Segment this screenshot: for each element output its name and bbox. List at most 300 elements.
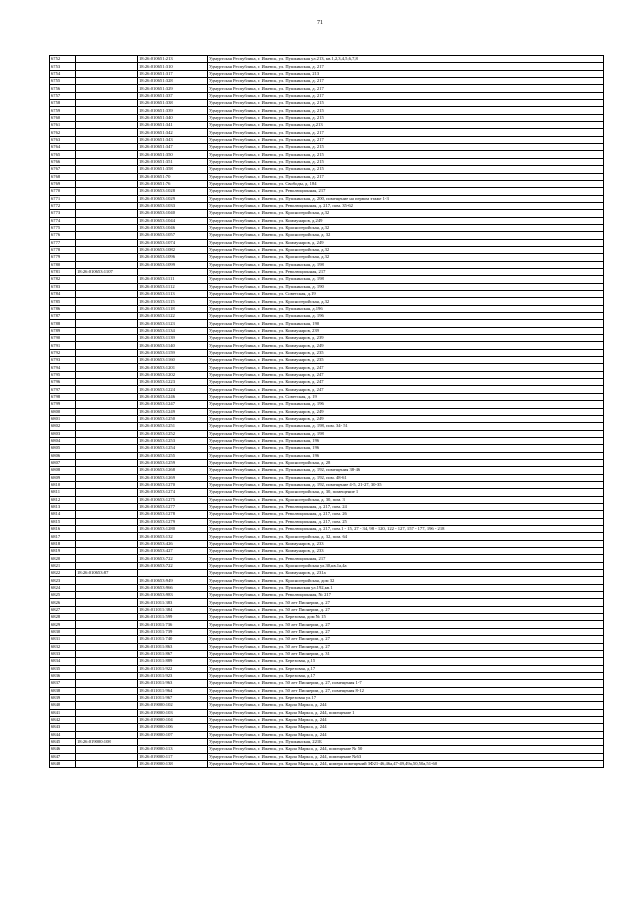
row-number-cell: 6768	[50, 173, 76, 180]
building-cadastral-number-cell: 18:26:010653:1099	[138, 261, 208, 268]
address-cell: Удмуртская Республика, г. Ижевск, ул. Березовая ул.17	[208, 694, 604, 701]
building-cadastral-number-cell: 18:26:010653:426	[138, 540, 208, 547]
row-number-cell: 6831	[50, 636, 76, 643]
land-cadastral-number-cell	[76, 100, 138, 107]
table-row	[50, 731, 604, 738]
building-cadastral-number-cell: 18:26:019000:103	[138, 709, 208, 716]
building-cadastral-number-cell: 18:26:010653:1201	[138, 364, 208, 371]
address-cell: Удмуртская Республика, г. Ижевск, ул. Карла Маркса, д. 244, помещение №63	[208, 753, 604, 760]
table-row	[50, 423, 604, 430]
building-cadastral-number-cell: 18:26:011011:863	[138, 643, 208, 650]
building-cadastral-number-cell: 18:26:010653:1044	[138, 217, 208, 224]
land-cadastral-number-cell	[76, 481, 138, 488]
building-cadastral-number-cell: 18:26:011011:964	[138, 687, 208, 694]
address-cell: Удмуртская Республика, г. Ижевск, ул. Пушкинская, д. 200, помещение на первом этаже 1-3	[208, 195, 604, 202]
table-row	[50, 606, 604, 613]
row-number-cell: 6819	[50, 548, 76, 555]
address-cell: Удмуртская Республика, г. Ижевск, ул. Революционная, д. 217, пом. 25	[208, 518, 604, 525]
table-row	[50, 327, 604, 334]
table-row	[50, 687, 604, 694]
address-cell: Удмуртская Республика, г. Ижевск, ул. Коммунаров, д. 239	[208, 335, 604, 342]
address-cell: Удмуртская Республика, г. Ижевск, ул. Пушкинская, д. 215	[208, 100, 604, 107]
land-cadastral-number-cell	[76, 180, 138, 187]
table-row	[50, 658, 604, 665]
row-number-cell: 6781	[50, 268, 76, 275]
address-cell: Удмуртская Республика, г. Ижевск, ул. Коммунаров, д. 249	[208, 415, 604, 422]
land-cadastral-number-cell	[76, 357, 138, 364]
land-cadastral-number-cell	[76, 452, 138, 459]
building-cadastral-number-cell: 18:26:010653:1246	[138, 393, 208, 400]
table-row	[50, 540, 604, 547]
land-cadastral-number-cell	[76, 680, 138, 687]
row-number-cell: 6795	[50, 371, 76, 378]
row-number-cell: 6778	[50, 246, 76, 253]
row-number-cell: 6805	[50, 445, 76, 452]
table-row	[50, 320, 604, 327]
row-number-cell: 6818	[50, 540, 76, 547]
building-cadastral-number-cell: 18:26:011011:867	[138, 650, 208, 657]
land-cadastral-number-cell	[76, 709, 138, 716]
row-number-cell: 6809	[50, 474, 76, 481]
row-number-cell: 6834	[50, 658, 76, 665]
address-cell: Удмуртская Республика, г. Ижевск, ул. Коммунаров, д.249	[208, 217, 604, 224]
row-number-cell: 6848	[50, 761, 76, 768]
land-cadastral-number-cell	[76, 70, 138, 77]
land-cadastral-number-cell	[76, 85, 138, 92]
register-table-body	[50, 56, 604, 768]
building-cadastral-number-cell	[138, 268, 208, 275]
address-cell: Удмуртская Республика, г. Ижевск, ул. Революционная, д. 217, пом. 24	[208, 503, 604, 510]
land-cadastral-number-cell	[76, 386, 138, 393]
row-number-cell: 6794	[50, 364, 76, 371]
land-cadastral-number-cell: 18:26:019000:108	[76, 738, 138, 745]
row-number-cell: 6840	[50, 702, 76, 709]
land-cadastral-number-cell	[76, 56, 138, 63]
land-cadastral-number-cell	[76, 415, 138, 422]
address-cell: Удмуртская Республика, г. Ижевск, ул. Коммунаров, д. 235	[208, 349, 604, 356]
building-cadastral-number-cell: 18:26:010651:347	[138, 144, 208, 151]
address-cell: Удмуртская Республика, г. Ижевск, ул. Красногеройская, д. 32	[208, 232, 604, 239]
address-cell: Удмуртская Республика, г. Ижевск, ул. Коммунаров, д. 247	[208, 386, 604, 393]
table-row	[50, 511, 604, 518]
table-row	[50, 724, 604, 731]
row-number-cell: 6796	[50, 379, 76, 386]
row-number-cell: 6759	[50, 107, 76, 114]
address-cell: Удмуртская Республика, г. Ижевск, ул. 50 лет Пионерии, д. 27, помещения 8-12	[208, 687, 604, 694]
table-row	[50, 342, 604, 349]
table-row	[50, 100, 604, 107]
address-cell: Удмуртская Республика, г. Ижевск, ул. Пушкинская, д. 217	[208, 136, 604, 143]
address-cell: Удмуртская Республика, г. Ижевск, ул. Красногеройская ул.30,кв.1а,4а	[208, 562, 604, 569]
building-cadastral-number-cell: 18:26:011011:384	[138, 606, 208, 613]
address-cell: Удмуртская Республика, г. Ижевск, ул. Пушкинская, д. 217	[208, 63, 604, 70]
building-cadastral-number-cell: 18:26:010653:1046	[138, 224, 208, 231]
address-cell: Удмуртская Республика, г. Ижевск, ул. Пушкинская, д. 215	[208, 151, 604, 158]
row-number-cell: 6837	[50, 680, 76, 687]
table-row	[50, 408, 604, 415]
address-cell: Удмуртская Республика, г. Ижевск, ул. Коммунаров, д. 231а	[208, 570, 604, 577]
address-cell: Удмуртская Республика, г. Ижевск, ул. Красногеройская, д.32	[208, 246, 604, 253]
table-row	[50, 254, 604, 261]
table-row	[50, 672, 604, 679]
land-cadastral-number-cell	[76, 313, 138, 320]
building-cadastral-number-cell: 18:26:010653:1259	[138, 459, 208, 466]
land-cadastral-number-cell	[76, 122, 138, 129]
building-cadastral-number-cell: 18:26:010651:350	[138, 151, 208, 158]
address-cell: Удмуртская Республика, г. Ижевск, ул. Пушкинская, 196	[208, 437, 604, 444]
land-cadastral-number-cell	[76, 526, 138, 533]
building-cadastral-number-cell: 18:26:010651:343	[138, 136, 208, 143]
row-number-cell: 6843	[50, 724, 76, 731]
row-number-cell: 6769	[50, 180, 76, 187]
row-number-cell: 6784	[50, 291, 76, 298]
building-cadastral-number-cell: 18:26:011011:383	[138, 599, 208, 606]
building-cadastral-number-cell: 18:26:010653:1279	[138, 518, 208, 525]
building-cadastral-number-cell: 18:26:010653:1269	[138, 474, 208, 481]
address-cell: Удмуртская Республика, г. Ижевск, ул. Коммунаров, д. 247	[208, 371, 604, 378]
table-row	[50, 452, 604, 459]
building-cadastral-number-cell: 18:26:010653:1082	[138, 246, 208, 253]
address-cell: Удмуртская Республика, г. Ижевск, ул. Свободы, д. 184	[208, 180, 604, 187]
building-cadastral-number-cell: 18:26:010653:1250	[138, 415, 208, 422]
table-row	[50, 430, 604, 437]
building-cadastral-number-cell: 18:26:010651:213	[138, 56, 208, 63]
land-cadastral-number-cell	[76, 217, 138, 224]
row-number-cell: 6806	[50, 452, 76, 459]
building-cadastral-number-cell: 18:26:010653:1251	[138, 423, 208, 430]
address-cell: Удмуртская Республика, г. Ижевск, ул. Карла Маркса, д. 244	[208, 731, 604, 738]
land-cadastral-number-cell	[76, 298, 138, 305]
table-row	[50, 217, 604, 224]
table-row	[50, 173, 604, 180]
row-number-cell: 6807	[50, 459, 76, 466]
land-cadastral-number-cell	[76, 158, 138, 165]
land-cadastral-number-cell	[76, 474, 138, 481]
row-number-cell: 6825	[50, 592, 76, 599]
row-number-cell: 6810	[50, 481, 76, 488]
land-cadastral-number-cell	[76, 423, 138, 430]
land-cadastral-number-cell	[76, 401, 138, 408]
building-cadastral-number-cell: 18:26:010653:1040	[138, 210, 208, 217]
table-row	[50, 592, 604, 599]
land-cadastral-number-cell	[76, 753, 138, 760]
table-row	[50, 291, 604, 298]
land-cadastral-number-cell	[76, 761, 138, 768]
row-number-cell: 6756	[50, 85, 76, 92]
land-cadastral-number-cell	[76, 283, 138, 290]
row-number-cell: 6838	[50, 687, 76, 694]
land-cadastral-number-cell	[76, 327, 138, 334]
table-row	[50, 503, 604, 510]
address-cell: Удмуртская Республика, г. Ижевск, ул. Карла Маркса, д. 244	[208, 702, 604, 709]
land-cadastral-number-cell	[76, 658, 138, 665]
building-cadastral-number-cell: 18:26:010653:1278	[138, 511, 208, 518]
land-cadastral-number-cell	[76, 518, 138, 525]
address-cell: Удмуртская Республика, г. Ижевск, ул. Революционная, № 217	[208, 592, 604, 599]
row-number-cell: 6797	[50, 386, 76, 393]
land-cadastral-number-cell	[76, 702, 138, 709]
row-number-cell: 6798	[50, 393, 76, 400]
table-row	[50, 239, 604, 246]
register-table	[49, 55, 604, 768]
building-cadastral-number-cell: 18:26:010653:1274	[138, 489, 208, 496]
address-cell: Удмуртская Республика, г. Ижевск, ул. Советская, д.19	[208, 291, 604, 298]
table-row	[50, 195, 604, 202]
address-cell: Удмуртская Республика, г. Ижевск, ул. Пушкинская, д.213	[208, 122, 604, 129]
land-cadastral-number-cell	[76, 511, 138, 518]
building-cadastral-number-cell: 18:26:010653:1270	[138, 481, 208, 488]
table-row	[50, 349, 604, 356]
address-cell: Удмуртская Республика, г. Ижевск, ул. Пушкинская, д. 217	[208, 129, 604, 136]
address-cell: Удмуртская Республика, г. Ижевск, ул. Революционная, 217	[208, 268, 604, 275]
building-cadastral-number-cell: 18:26:010653:1277	[138, 503, 208, 510]
row-number-cell: 6765	[50, 151, 76, 158]
building-cadastral-number-cell: 18:26:010651:70	[138, 173, 208, 180]
table-row	[50, 144, 604, 151]
land-cadastral-number-cell	[76, 687, 138, 694]
table-row	[50, 738, 604, 745]
table-row	[50, 533, 604, 540]
table-row	[50, 665, 604, 672]
land-cadastral-number-cell	[76, 555, 138, 562]
table-row	[50, 614, 604, 621]
row-number-cell: 6841	[50, 709, 76, 716]
land-cadastral-number-cell	[76, 210, 138, 217]
address-cell: Удмуртская Республика, г. Ижевск, ул. Советская, д. 19	[208, 393, 604, 400]
building-cadastral-number-cell: 18:26:010653:1159	[138, 349, 208, 356]
row-number-cell: 6779	[50, 254, 76, 261]
row-number-cell: 6842	[50, 716, 76, 723]
row-number-cell: 6835	[50, 665, 76, 672]
row-number-cell: 6827	[50, 606, 76, 613]
building-cadastral-number-cell: 18:26:011011:923	[138, 672, 208, 679]
table-row	[50, 584, 604, 591]
address-cell: Удмуртская Республика, г. Ижевск, ул. Коммунаров, д. 249	[208, 408, 604, 415]
land-cadastral-number-cell	[76, 114, 138, 121]
land-cadastral-number-cell	[76, 621, 138, 628]
row-number-cell: 6773	[50, 210, 76, 217]
table-row	[50, 268, 604, 275]
row-number-cell: 6780	[50, 261, 76, 268]
address-cell: Удмуртская Республика, г. Ижевск, ул. Пушкинская, д. 196	[208, 401, 604, 408]
land-cadastral-number-cell	[76, 724, 138, 731]
row-number-cell: 6844	[50, 731, 76, 738]
land-cadastral-number-cell	[76, 393, 138, 400]
building-cadastral-number-cell: 18:26:010653:1096	[138, 254, 208, 261]
building-cadastral-number-cell: 18:26:019000:106	[138, 724, 208, 731]
building-cadastral-number-cell: 18:26:010653:1029	[138, 195, 208, 202]
building-cadastral-number-cell: 18:26:010653:1118	[138, 305, 208, 312]
table-row	[50, 570, 604, 577]
land-cadastral-number-cell: 18:26:010653:1107	[76, 268, 138, 275]
building-cadastral-number-cell: 18:26:010653:1112	[138, 283, 208, 290]
building-cadastral-number-cell: 18:26:011011:736	[138, 621, 208, 628]
table-row	[50, 364, 604, 371]
table-row	[50, 313, 604, 320]
building-cadastral-number-cell: 18:26:010653:1249	[138, 408, 208, 415]
row-number-cell: 6803	[50, 430, 76, 437]
land-cadastral-number-cell	[76, 364, 138, 371]
building-cadastral-number-cell	[138, 738, 208, 745]
row-number-cell: 6811	[50, 489, 76, 496]
building-cadastral-number-cell: 18:26:010653:1202	[138, 371, 208, 378]
row-number-cell: 6832	[50, 643, 76, 650]
row-number-cell: 6815	[50, 518, 76, 525]
table-row	[50, 496, 604, 503]
row-number-cell: 6804	[50, 437, 76, 444]
address-cell: Удмуртская Республика, г. Ижевск, ул. Пушкинская, 190	[208, 320, 604, 327]
table-row	[50, 151, 604, 158]
building-cadastral-number-cell: 18:26:010651:342	[138, 129, 208, 136]
building-cadastral-number-cell: 18:26:010653:1111	[138, 276, 208, 283]
address-cell: Удмуртская Республика, г. Ижевск, ул. Революционная, д. 217, пом. 35-62	[208, 202, 604, 209]
land-cadastral-number-cell	[76, 195, 138, 202]
building-cadastral-number-cell: 18:26:010653:1113	[138, 291, 208, 298]
land-cadastral-number-cell	[76, 650, 138, 657]
building-cadastral-number-cell: 18:26:010653:966	[138, 584, 208, 591]
building-cadastral-number-cell: 18:26:010653:1275	[138, 496, 208, 503]
land-cadastral-number-cell	[76, 305, 138, 312]
building-cadastral-number-cell: 18:26:019000:138	[138, 761, 208, 768]
building-cadastral-number-cell: 18:26:010653:1280	[138, 526, 208, 533]
land-cadastral-number-cell	[76, 371, 138, 378]
table-row	[50, 680, 604, 687]
building-cadastral-number-cell: 18:26:019000:107	[138, 731, 208, 738]
table-row	[50, 548, 604, 555]
table-row	[50, 555, 604, 562]
address-cell: Удмуртская Республика, г. Ижевск, ул. 50 лет Пионерии, д. 27, помещения 1-7	[208, 680, 604, 687]
address-cell: Удмуртская Республика, г. Ижевск, ул. 50 лет Пионерии, д. 27	[208, 636, 604, 643]
row-number-cell: 6801	[50, 415, 76, 422]
building-cadastral-number-cell: 18:26:010653:1033	[138, 202, 208, 209]
building-cadastral-number-cell: 18:26:010653:427	[138, 548, 208, 555]
row-number-cell: 6785	[50, 298, 76, 305]
land-cadastral-number-cell	[76, 636, 138, 643]
table-row	[50, 180, 604, 187]
address-cell: Удмуртская Республика, г. Ижевск, ул. Коммунаров, д. 249	[208, 239, 604, 246]
address-cell: Удмуртская Республика, г. Ижевск, ул. Пушкинская, д. 192, помещения 38-46	[208, 467, 604, 474]
address-cell: Удмуртская Республика, г. Ижевск, ул. Пушкинская, 213	[208, 70, 604, 77]
row-number-cell: 6782	[50, 276, 76, 283]
land-cadastral-number-cell	[76, 577, 138, 584]
table-row	[50, 445, 604, 452]
table-row	[50, 716, 604, 723]
row-number-cell: 6755	[50, 78, 76, 85]
row-number-cell: 6791	[50, 342, 76, 349]
building-cadastral-number-cell: 18:26:011011:967	[138, 694, 208, 701]
land-cadastral-number-cell	[76, 291, 138, 298]
building-cadastral-number-cell: 18:26:010653:983	[138, 592, 208, 599]
building-cadastral-number-cell: 18:26:010651:310	[138, 63, 208, 70]
address-cell: Удмуртская Республика, г. Ижевск, ул. Красногеройская, д. 32, пом. 64	[208, 533, 604, 540]
land-cadastral-number-cell	[76, 224, 138, 231]
building-cadastral-number-cell: 18:26:010653:1160	[138, 357, 208, 364]
address-cell: Удмуртская Республика, г. Ижевск, ул. Революционная, д. 217, пом. 26	[208, 511, 604, 518]
address-cell: Удмуртская Республика, г. Ижевск, ул. Карла Маркса, д. 244, помещение № 50	[208, 746, 604, 753]
land-cadastral-number-cell	[76, 107, 138, 114]
address-cell: Удмуртская Республика, г. Ижевск, ул. Пушкинская, д. 196	[208, 313, 604, 320]
land-cadastral-number-cell	[76, 459, 138, 466]
address-cell: Удмуртская Республика, г. Ижевск, ул. 50 лет Пионерии, д. 27	[208, 628, 604, 635]
table-row	[50, 202, 604, 209]
row-number-cell: 6824	[50, 584, 76, 591]
land-cadastral-number-cell	[76, 643, 138, 650]
building-cadastral-number-cell: 18:26:010651:329	[138, 85, 208, 92]
address-cell: Удмуртская Республика, г. Ижевск, ул. 50 лет Пионерии, д. 27	[208, 599, 604, 606]
address-cell: Удмуртская Республика, г. Ижевск, ул. Революционная, 217	[208, 555, 604, 562]
address-cell: Удмуртская Республика, г. Ижевск, ул. Красногеройская, д. 30, помещение 1	[208, 489, 604, 496]
row-number-cell: 6833	[50, 650, 76, 657]
row-number-cell: 6770	[50, 188, 76, 195]
row-number-cell: 6813	[50, 503, 76, 510]
table-row	[50, 379, 604, 386]
address-cell: Удмуртская Республика, г. Ижевск, ул. Пушкинская ул.192,кв.1	[208, 584, 604, 591]
land-cadastral-number-cell	[76, 731, 138, 738]
address-cell: Удмуртская Республика, г. Ижевск, ул. 50 лет Пионерии, д. 27	[208, 621, 604, 628]
row-number-cell: 6823	[50, 577, 76, 584]
table-row	[50, 437, 604, 444]
land-cadastral-number-cell	[76, 342, 138, 349]
land-cadastral-number-cell	[76, 606, 138, 613]
table-row	[50, 129, 604, 136]
address-cell: Удмуртская Республика, г. Ижевск, ул. Пушкинская, д. 215	[208, 107, 604, 114]
row-number-cell: 6814	[50, 511, 76, 518]
address-cell: Удмуртская Республика, г. Ижевск, ул. Пушкинская, д. 217	[208, 173, 604, 180]
building-cadastral-number-cell: 18:26:010653:1254	[138, 445, 208, 452]
table-row	[50, 393, 604, 400]
table-row	[50, 298, 604, 305]
land-cadastral-number-cell	[76, 592, 138, 599]
land-cadastral-number-cell	[76, 540, 138, 547]
row-number-cell: 6757	[50, 92, 76, 99]
land-cadastral-number-cell	[76, 202, 138, 209]
table-row	[50, 276, 604, 283]
address-cell: Удмуртская Республика, г. Ижевск, ул. 50 лет Пионерии, д. 27	[208, 643, 604, 650]
building-cadastral-number-cell: 18:26:010653:1268	[138, 467, 208, 474]
table-row	[50, 459, 604, 466]
row-number-cell: 6764	[50, 144, 76, 151]
row-number-cell: 6836	[50, 672, 76, 679]
table-row	[50, 122, 604, 129]
table-row	[50, 526, 604, 533]
address-cell: Удмуртская Республика, г. Ижевск, ул. Коммунаров, д. 233	[208, 548, 604, 555]
row-number-cell: 6847	[50, 753, 76, 760]
address-cell: Удмуртская Республика, г. Ижевск, ул. Березовая, д.17	[208, 672, 604, 679]
address-cell: Удмуртская Республика, г. Ижевск, ул. Красногеройская, д.32	[208, 298, 604, 305]
land-cadastral-number-cell	[76, 408, 138, 415]
table-row	[50, 628, 604, 635]
building-cadastral-number-cell: 18:26:010653:1253	[138, 437, 208, 444]
address-cell: Удмуртская Республика, г. Ижевск, ул. Коммунаров, 239	[208, 327, 604, 334]
land-cadastral-number-cell	[76, 92, 138, 99]
land-cadastral-number-cell	[76, 445, 138, 452]
table-row	[50, 577, 604, 584]
table-row	[50, 335, 604, 342]
land-cadastral-number-cell	[76, 584, 138, 591]
building-cadastral-number-cell: 18:26:010653:132	[138, 533, 208, 540]
address-cell: Удмуртская Республика, г. Ижевск, ул. Коммунаров, д. 249	[208, 342, 604, 349]
land-cadastral-number-cell	[76, 533, 138, 540]
address-cell: Удмуртская Республика, г. Ижевск, ул. Коммунаров, д. 233	[208, 540, 604, 547]
land-cadastral-number-cell	[76, 239, 138, 246]
land-cadastral-number-cell	[76, 599, 138, 606]
table-row	[50, 357, 604, 364]
row-number-cell: 6792	[50, 349, 76, 356]
building-cadastral-number-cell: 18:26:011011:963	[138, 680, 208, 687]
address-cell: Удмуртская Республика, г. Ижевск, ул. Пушкинская, д. 217	[208, 92, 604, 99]
land-cadastral-number-cell	[76, 276, 138, 283]
row-number-cell: 6788	[50, 320, 76, 327]
